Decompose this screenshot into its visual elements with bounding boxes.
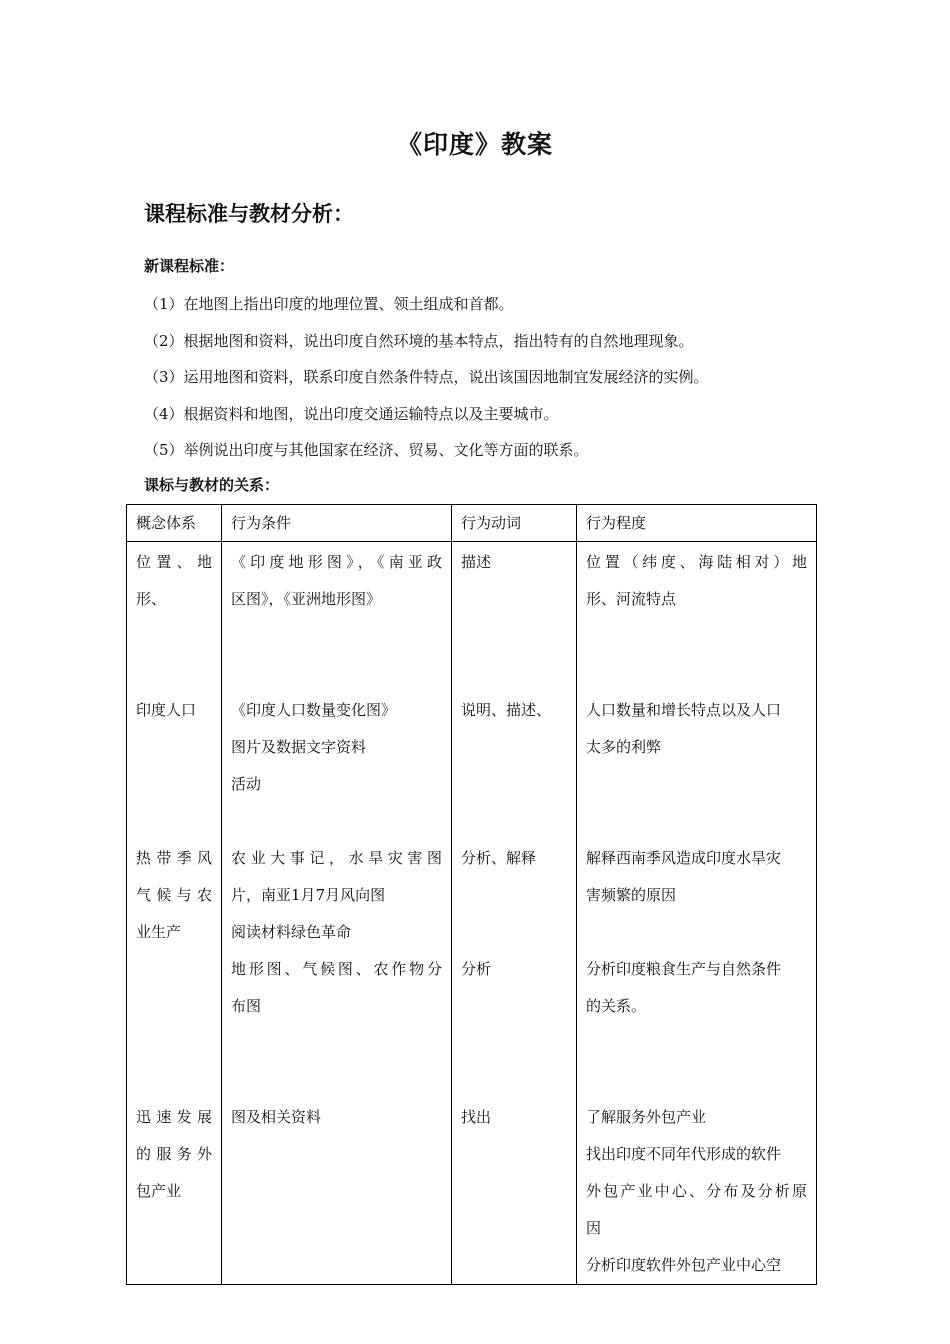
cell-line: 描述 xyxy=(461,553,492,571)
cell-line xyxy=(461,803,567,840)
cell-line: 形、 xyxy=(136,590,167,608)
cell-line: 图及相关资料 xyxy=(231,1108,322,1126)
cell-line xyxy=(231,655,442,692)
cell-line xyxy=(586,1062,807,1099)
cell-line xyxy=(461,1062,567,1099)
cell-line: 热带季风 xyxy=(136,849,212,867)
cell-line: 《印度人口数量变化图》 xyxy=(231,701,397,719)
degree-cell xyxy=(577,542,817,1285)
cell-line xyxy=(461,988,567,1025)
cell-line xyxy=(461,618,567,655)
cell-line xyxy=(586,766,807,803)
table-header-row xyxy=(127,505,817,542)
cell-line: 迅速发展 xyxy=(136,1108,212,1126)
concept-cell xyxy=(127,542,222,1285)
new-standard-heading: 新课程标准： xyxy=(144,257,235,275)
column-header: 概念体系 xyxy=(127,505,222,542)
condition-cell xyxy=(222,542,452,1285)
cell-line xyxy=(136,1062,212,1099)
cell-line: 人口数量和增长特点以及人口 xyxy=(586,701,782,719)
cell-line: 位置（纬度、海陆相对）地 xyxy=(586,553,807,571)
cell-line xyxy=(586,803,807,840)
cell-line xyxy=(231,1062,442,1099)
column-header: 行为动词 xyxy=(452,505,577,542)
column-header: 行为程度 xyxy=(577,505,817,542)
cell-line xyxy=(461,914,567,951)
cell-line: 分析 xyxy=(461,960,492,978)
page-title: 《印度》教案 xyxy=(396,130,553,159)
verb-cell xyxy=(452,542,577,1285)
cell-line xyxy=(231,618,442,655)
cell-line xyxy=(461,655,567,692)
cell-line xyxy=(461,766,567,803)
standard-item: （2）根据地图和资料，说出印度自然环境的基本特点，指出特有的自然地理现象。 xyxy=(144,331,694,350)
cell-line xyxy=(136,1025,212,1062)
standard-item: （4）根据资料和地图，说出印度交通运输特点以及主要城市。 xyxy=(144,404,559,423)
cell-line xyxy=(461,877,567,914)
cell-line: 说明、描述、 xyxy=(461,701,552,719)
cell-line: 害频繁的原因 xyxy=(586,886,677,904)
cell-line xyxy=(461,581,567,618)
cell-line: 气候与农 xyxy=(136,886,212,904)
table-row xyxy=(127,542,817,1285)
cell-line: 包产业 xyxy=(136,1182,182,1200)
cell-line xyxy=(586,618,807,655)
cell-line: 了解服务外包产业 xyxy=(586,1108,707,1126)
cell-line: 解释西南季风造成印度水旱灾 xyxy=(586,849,782,867)
cell-line xyxy=(586,1025,807,1062)
cell-line: 布图 xyxy=(231,997,262,1015)
cell-line: 找出印度不同年代形成的软件 xyxy=(586,1145,782,1163)
cell-line: 的关系。 xyxy=(586,997,647,1015)
relation-heading: 课标与教材的关系： xyxy=(144,476,280,494)
standard-list xyxy=(144,286,709,469)
cell-line xyxy=(231,1025,442,1062)
cell-line xyxy=(136,655,212,692)
cell-line: 的服务外 xyxy=(136,1145,212,1163)
standard-item: （1）在地图上指出印度的地理位置、领土组成和首都。 xyxy=(144,295,514,313)
cell-line: 位置、地 xyxy=(136,553,212,571)
cell-line xyxy=(461,1025,567,1062)
cell-line xyxy=(586,914,807,951)
cell-line: 因 xyxy=(586,1219,602,1237)
cell-line: 找出 xyxy=(461,1108,492,1126)
cell-line: 片，南亚1月7月风向图 xyxy=(231,886,386,904)
cell-line xyxy=(136,618,212,655)
cell-line: 分析印度软件外包产业中心空 xyxy=(586,1256,782,1274)
standard-item: （5）举例说出印度与其他国家在经济、贸易、文化等方面的联系。 xyxy=(144,441,589,459)
cell-line: 《印度地形图》，《南亚政 xyxy=(231,553,442,571)
cell-line: 图片及数据文字资料 xyxy=(231,738,367,756)
relation-table xyxy=(126,504,817,1285)
cell-line: 外包产业中心、分布及分析原 xyxy=(586,1182,807,1200)
cell-line xyxy=(136,729,212,766)
cell-line: 太多的利弊 xyxy=(586,738,662,756)
cell-line: 阅读材料绿色革命 xyxy=(231,923,352,941)
cell-line xyxy=(461,729,567,766)
cell-line xyxy=(136,766,212,803)
cell-line: 形、河流特点 xyxy=(586,590,677,608)
cell-line xyxy=(136,951,212,988)
standard-item: （3）运用地图和资料，联系印度自然条件特点，说出该国因地制宜发展经济的实例。 xyxy=(144,368,709,386)
cell-line: 农业大事记，水旱灾害图 xyxy=(231,849,442,867)
cell-line: 活动 xyxy=(231,775,262,793)
cell-line: 地形图、气候图、农作物分 xyxy=(231,960,442,978)
cell-line xyxy=(586,655,807,692)
section-heading: 课程标准与教材分析： xyxy=(144,202,354,226)
cell-line: 区图》，《亚洲地形图》 xyxy=(231,590,382,608)
cell-line xyxy=(136,988,212,1025)
column-header: 行为条件 xyxy=(222,505,452,542)
cell-line xyxy=(136,803,212,840)
cell-line: 印度人口 xyxy=(136,701,197,719)
cell-line: 分析印度粮食生产与自然条件 xyxy=(586,960,782,978)
cell-line xyxy=(231,803,442,840)
cell-line: 业生产 xyxy=(136,923,182,941)
cell-line: 分析、解释 xyxy=(461,849,537,867)
